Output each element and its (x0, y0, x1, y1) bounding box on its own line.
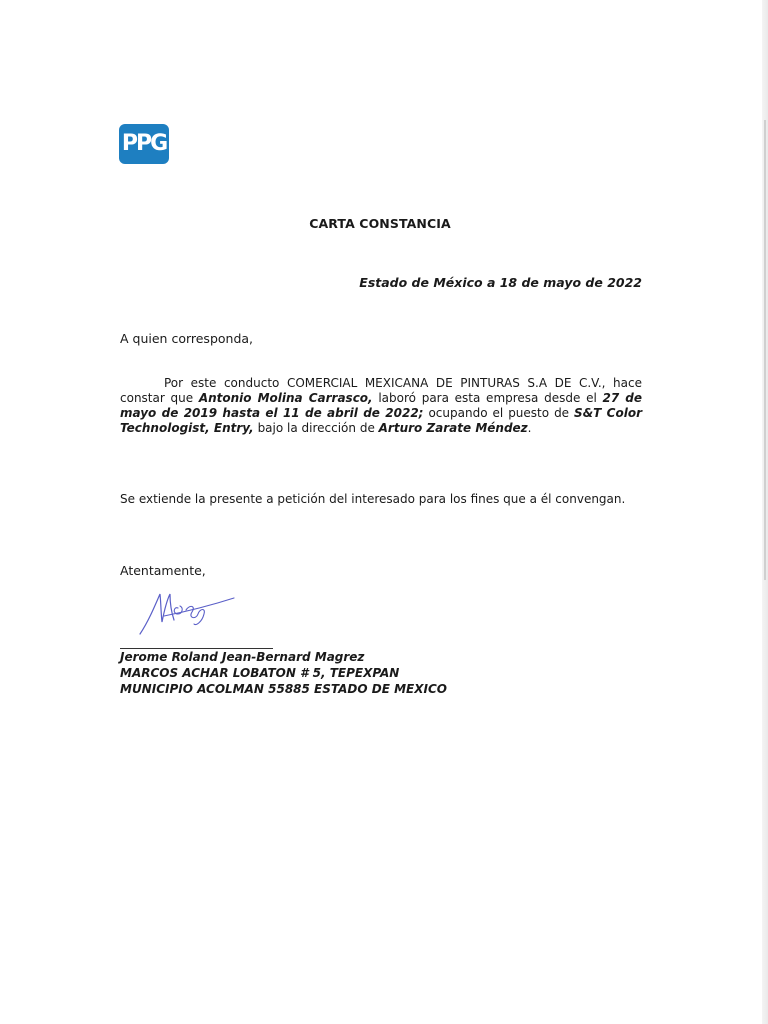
employee-name: Antonio Molina Carrasco, (198, 391, 373, 405)
page-edge-mark (764, 120, 766, 580)
closing-paragraph: Se extiende la presente a petición del interesado para los fines que a él convengan. (120, 492, 626, 506)
manager-name: Arturo Zarate Méndez (378, 421, 528, 435)
regards: Atentamente, (120, 563, 206, 578)
signer-address-line-1: MARCOS ACHAR LOBATON # 5, TEPEXPAN (120, 666, 400, 680)
ppg-logo: PPG (119, 124, 169, 164)
body-text-5: . (527, 421, 532, 435)
body-text-1: Por este conducto COMERCIAL MEXICANA DE PINTURAS S.A DE C.V., hace constar que (120, 376, 642, 405)
place-date: Estado de México a 18 de mayo de 2022 (359, 275, 642, 290)
body-text-4: bajo la dirección de (253, 421, 379, 435)
employment-dates: 27 de mayo de 2019 hasta el 11 de abril de 2022; (120, 391, 642, 420)
handwritten-signature (134, 586, 244, 638)
body-paragraph (120, 376, 642, 436)
signer-block (120, 649, 447, 697)
signer-name: Jerome Roland Jean-Bernard Magrez (120, 650, 365, 664)
signer-address-line-2: MUNICIPIO ACOLMAN 55885 ESTADO DE MEXICO (120, 682, 447, 696)
job-position: S&T Color Technologist, Entry, (120, 406, 642, 435)
body-text-2: laboró para esta empresa desde el (372, 391, 603, 405)
greeting: A quien corresponda, (120, 331, 254, 346)
document-title: CARTA CONSTANCIA (309, 216, 451, 231)
body-text-3: ocupando el puesto de (423, 406, 575, 420)
